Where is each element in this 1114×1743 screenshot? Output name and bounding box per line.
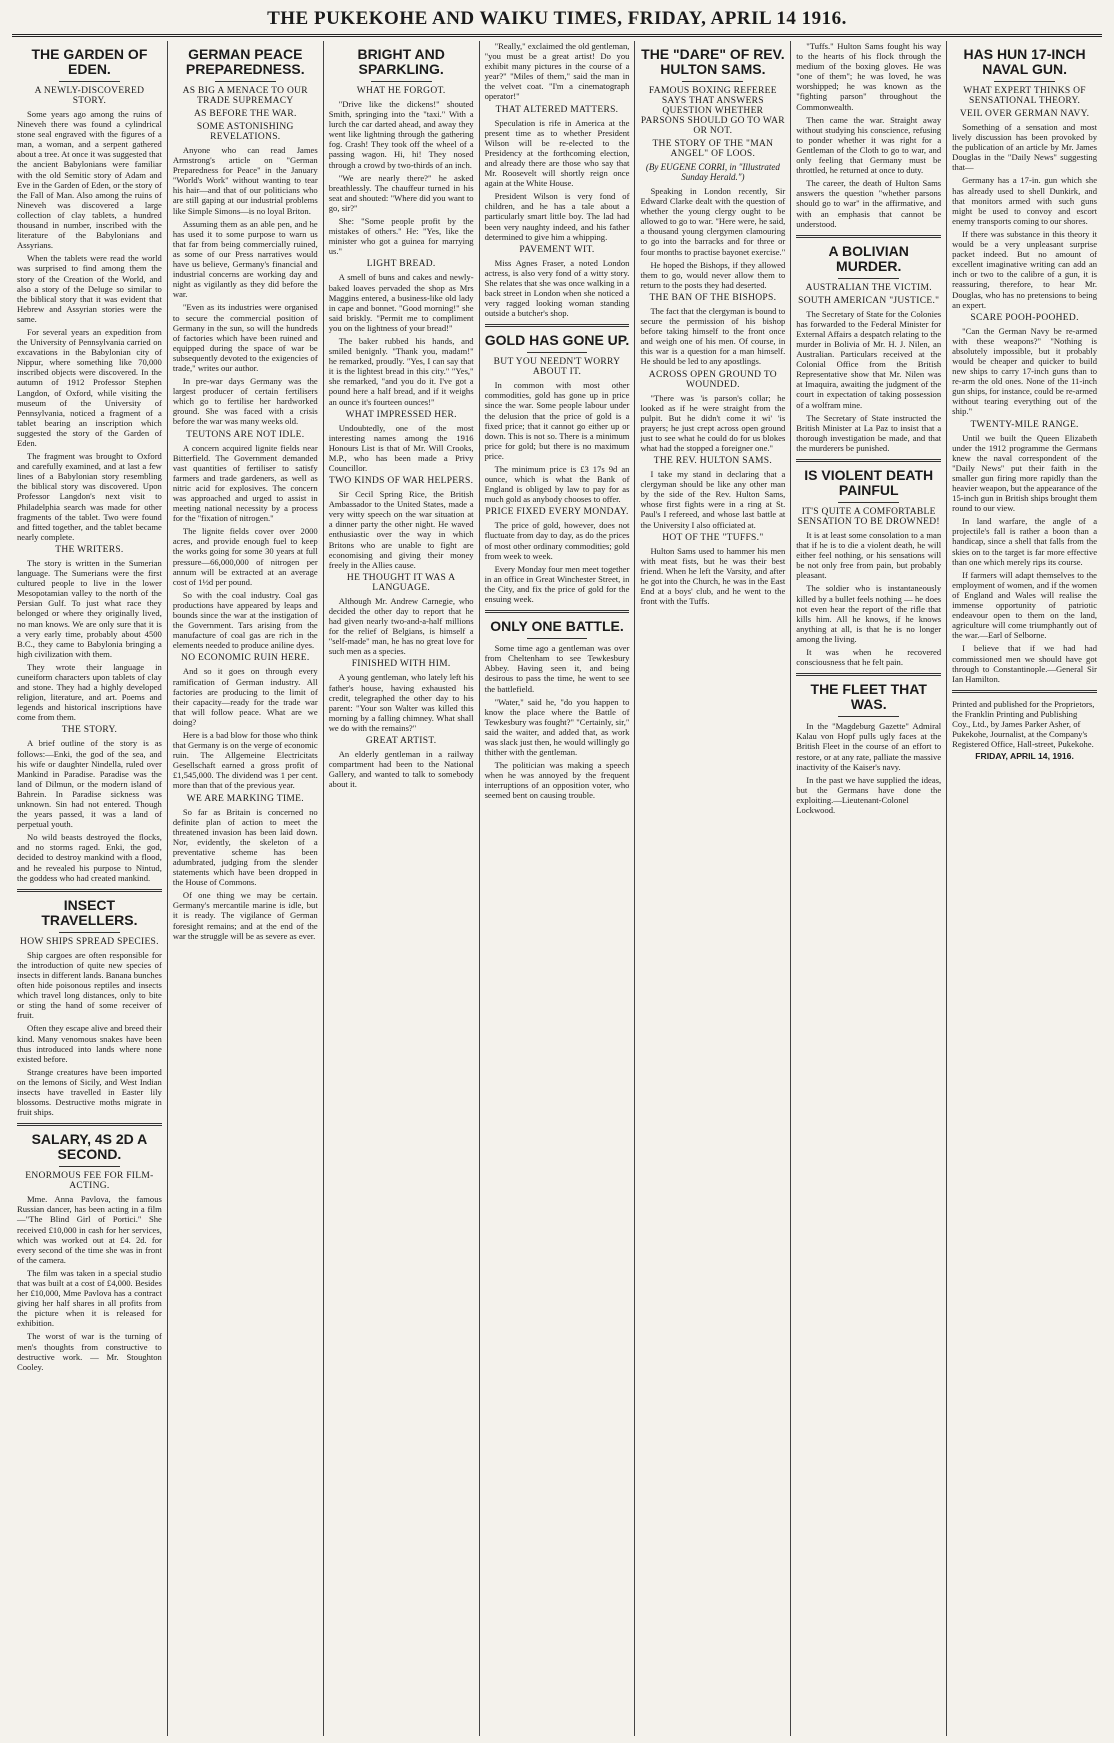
publisher-imprint xyxy=(952,699,1097,761)
body-paragraph: Ship cargoes are often responsible for the introduction of quite new species of insects in different lands. Banana bunches often hide poisonous reptiles and insects which travel long distances, only to bite or sting the hand of some receiver of fruit. xyxy=(17,949,162,1021)
body-paragraph: A brief outline of the story is as follows:—Enki, the god of the sea, and his wife or daughter Nindella, ruled over Mankind in Paradise. Paradise was the land of Dilmun, or the modern island of Bahrein. In Paradise sickness was unknown. Sin had not entered. Though the years passed, it was a land of perpetual youth. xyxy=(17,738,162,830)
article-headline: GOLD HAS GONE UP. xyxy=(484,332,630,349)
short-rule xyxy=(838,716,899,717)
sub-heading: TWENTY-MILE RANGE. xyxy=(970,419,1079,430)
body-paragraph: Although Mr. Andrew Carnegie, who decided the other day to report that he had given nearly two-and-a-half millions for the relief of Belgians, is himself a "self-made" man, he has no great love for such men as a species. xyxy=(328,595,474,657)
body-paragraph: And so it goes on through every ramification of German industry. All factories are producing to the limit of their capacity—ready for the trade war that will follow peace. What are we doing? xyxy=(172,666,318,727)
body-paragraph: "Even as its industries were organised to secure the commercial position of Germany in the sun, so will the hundreds of factories which have been ruined and equipped during the space of war be subsequently devoted to the exigencies of trade," writes our author. xyxy=(172,302,318,373)
short-rule xyxy=(59,1166,120,1167)
article-columns xyxy=(12,41,1102,1736)
body-paragraph: Here is a bad blow for those who think that Germany is on the verge of economic ruin. The Allgemeine Electricitats Gesellschaft earned a gross profit of £1,545,000. The dividend was 1 per cent. more than that of the previous year. xyxy=(172,729,318,791)
body-paragraph: The minimum price is £3 17s 9d an ounce, which is what the Bank of England is obliged by law to pay for as much gold as anybody chooses to offer. xyxy=(484,464,630,505)
sub-heading: WHAT EXPERT THINKS OF SENSATIONAL THEORY. xyxy=(963,86,1086,106)
body-paragraph: The Secretary of State instructed the British Minister at La Paz to insist that a thorough investigation be made, and that the murderers be punished. xyxy=(796,412,942,453)
sub-heading: PRICE FIXED EVERY MONDAY. xyxy=(485,507,629,518)
body-paragraph: So with the coal industry. Coal gas productions have appeared by leaps and bounds since the war at the instigation of the Government. Tars arising from the manufacture of coal gas are rich in the elements needed to produce aniline dyes. xyxy=(172,589,318,651)
body-paragraph: Undoubtedly, one of the most interesting names among the 1916 Honours List is that of Mr. Will Crooks, M.P., who has been made a Privy Councillor. xyxy=(328,422,474,473)
body-paragraph: The fact that the clergyman is bound to secure the permission of his bishop before taking himself to the front once and weigh one of his men. Of course, in this war is a question for a man himself. He should be led to any apostlings. xyxy=(640,305,786,367)
article-headline: GERMAN PEACE PREPAREDNESS. xyxy=(185,46,305,77)
body-paragraph: If there was substance in this theory it would be a very unpleasant surprise packet indeed. But no amount of excellent imaginative writing can add an inch or two to the calibre of a gun, it is reassuring, therefore, to hear Mr. Douglas, who has no pretensions to being an expert. xyxy=(952,228,1098,310)
section-divider xyxy=(952,690,1097,693)
short-rule xyxy=(994,81,1055,82)
article-headline: A BOLIVIAN MURDER. xyxy=(828,242,909,274)
body-paragraph: Assuming them as an able pen, and he has used it to some purpose to warn us that far from being commercially ruined, as some of our Press narratives would have us believe, Germany's financial and industrial concerns are working day and night as vigilantly as they did before the war. xyxy=(172,218,318,300)
body-paragraph: The soldier who is instantaneously killed by a bullet feels nothing — he does not even hear the report of the rifle that kills him. All he knows, if he knows anything at all, is that he is no longer among the living. xyxy=(796,583,942,644)
body-paragraph: A concern acquired lignite fields near Bitterfield. The Government demanded vast quantities of fertiliser to satisfy farmers and trade gardeners, as well as nitric acid for explosives. The concern was approached and urged to assist in meeting national necessity by a process for the "fixation of nitrogen." xyxy=(172,442,318,524)
short-rule xyxy=(527,638,588,639)
column-2 xyxy=(168,41,324,1736)
article-headline: ONLY ONE BATTLE. xyxy=(490,618,624,635)
sub-heading: GREAT ARTIST. xyxy=(365,735,437,746)
body-paragraph: "Really," exclaimed the old gentleman, "you must be a great artist! Do you exhibit many pictures in the course of a year?" "Miles of them," said the man in the velvet coat. "I'm a cinematograph operator!" xyxy=(484,41,630,102)
body-paragraph: The fragment was brought to Oxford and carefully examined, and at last a few lines of a Babylonian story resembling the biblical story was discovered. Upon Professor Langdon's next visit to Philadelphia search was made for other fragments of the tablet. Two were found and fitted together, and the tablet became nearly complete. xyxy=(17,451,162,542)
body-paragraph: Sir Cecil Spring Rice, the British Ambassador to the United States, made a very witty speech on the war situation at a dinner party the other night. He waved enthusiastic over the way in which Britons who are unable to fight are economising and giving their money freely in the Allies cause. xyxy=(328,489,474,570)
article-headline: BRIGHT AND SPARKLING. xyxy=(357,46,445,77)
body-paragraph: Then came the war. Straight away without studying his conscience, refusing to ponder whether it was right for a Gentleman of the Cloth to go to war, and only feeling that Germany must be throttled, he returned at once to duty. xyxy=(796,114,942,176)
body-paragraph: Germany has a 17-in. gun which she has already used to shell Dunkirk, and that monitors armed with such guns might be used to convoy and escort enemy transports coming to our shores. xyxy=(952,175,1098,226)
body-paragraph: Speculation is rife in America at the present time as to whether President Wilson will be re-elected to the Presidency at the forthcoming election, and already there are those who say that Mr. Roosevelt will shortly reign once again at the White House. xyxy=(484,117,630,189)
body-paragraph: I take my stand in declaring that a clergyman should be like any other man by the side of the Rev. Hulton Sams, whose first fights were in a ring at St. Paul's I refereed, and whose last battle at the University I also officiated at. xyxy=(640,469,786,530)
sub-heading: WHAT IMPRESSED HER. xyxy=(345,409,457,420)
body-paragraph: Hulton Sams used to hammer his men with meat fists, but he was their best friend. When he left the Varsity, and after he got into the Church, he was in the East End at a boys' club, and he went to the front with the Tuffs. xyxy=(640,545,786,607)
sub-heading: FINISHED WITH HIM. xyxy=(351,659,451,670)
body-paragraph: So far as Britain is concerned no definite plan of action to meet the threatened invasion has been laid down. Nor, evidently, the skeleton of a preventative scheme has been adumbrated, judging from the slender statements which have been dropped in the House of Commons. xyxy=(172,806,318,888)
body-paragraph: The lignite fields cover over 2000 acres, and provide enough fuel to keep the works going for some 30 years at full pressure—66,000,000 of nitrogen per annum will be extracted at an average cost of 1½d per pound. xyxy=(172,526,318,587)
body-paragraph: Some years ago among the ruins of Nineveh there was found a cylindrical stone seal engraved with the figures of a man, a woman, and a serpent gathered about a tree. At once it was suggested that the ancient Babylonians were familiar with the old Semitic story of Adam and Eve in the Garden of Eden, or the story of the Fall of Man. Also among the ruins of Nineveh was discovered a large collection of clay tablets, a hundred thousand in number, inscribed with the literature of the Babylonians and Assyrians. xyxy=(17,109,162,251)
imprint-text: Printed and published for the Proprietors, the Franklin Printing and Publishing Coy., Ltd., by James Parker Asher, of Pukekohe, Journalist, at the Company's Registered Office, Hall-street, Pukekohe. xyxy=(952,698,1095,749)
section-divider xyxy=(796,459,941,462)
body-paragraph: Speaking in London recently, Sir Edward Clarke dealt with the question of whether the young clergy ought to be allowed to go to war. "Here were, he said, a thousand young clergymen clamouring to go into the barracks and for three or four months to practise bayonet exercise." xyxy=(640,186,786,257)
sub-heading: AS BIG A MENACE TO OUR TRADE SUPREMACY xyxy=(182,86,308,106)
sub-heading: VEIL OVER GERMAN NAVY. xyxy=(959,109,1090,119)
body-paragraph: He hoped the Bishops, if they allowed them to go, would never allow them to return to the posts they had deserted. xyxy=(640,259,786,290)
short-rule xyxy=(215,81,276,82)
sub-heading: SOUTH AMERICAN "JUSTICE." xyxy=(798,295,940,306)
body-paragraph: No wild beasts destroyed the flocks, and no storms raged. Enki, the god, decided to destroy mankind with a flood, and he revealed his purpose to Nintud, the goddess who had created mankind. xyxy=(17,832,162,883)
body-paragraph: Anyone who can read James Armstrong's article on "German Preparedness for Peace" in the January "World's Work" without wanting to tear his hair—and that of our politicians who are still gaping at our industrial problems like Simple Simons—is no loyal Briton. xyxy=(172,145,318,216)
article-headline: THE GARDEN OF EDEN. xyxy=(31,46,148,77)
body-paragraph: When the tablets were read the world was surprised to find among them the story of the Creation of the World, and also a story of the Deluge so similar to the biblical story that it was evident that Hebrew and Assyrian stories were the same. xyxy=(17,253,162,324)
body-paragraph: President Wilson is very fond of children, and he has a tale about a particularly smart little boy. The lad had been very naughty indeed, and his father determined to give him a whipping. xyxy=(484,191,630,242)
sub-heading: THE WRITERS. xyxy=(55,544,124,555)
byline: (By EUGENE CORRI, in "Illustrated Sunday Herald.") xyxy=(645,162,780,182)
body-paragraph: The career, the death of Hulton Sams answers the question "whether parsons should go to war" in the affirmative, and with an emphasis that cannot be understood. xyxy=(796,178,942,229)
body-paragraph: Something of a sensation and most lively discussion has been provoked by the publication of an article by Mr. James Douglas in the "Daily News" suggesting that— xyxy=(952,122,1098,173)
body-paragraph: "Tuffs." Hulton Sams fought his way to the hearts of his flock through the medium of the boxing gloves. He was "one of them"; he was loved, he was worshipped; he was known as the "fighting parson" throughout the Commonwealth. xyxy=(796,41,942,112)
body-paragraph: It was when he recovered consciousness that he felt pain. xyxy=(796,647,942,668)
sub-heading: PAVEMENT WIT. xyxy=(519,244,595,255)
article-headline: SALARY, 4S 2D A SECOND. xyxy=(31,1131,148,1163)
sub-heading: ENORMOUS FEE FOR FILM-ACTING. xyxy=(25,1171,154,1192)
section-divider xyxy=(796,235,941,238)
sub-heading: IT'S QUITE A COMFORTABLE SENSATION TO BE DROWNED! xyxy=(797,507,940,527)
column-5 xyxy=(635,41,791,1736)
sub-heading: THE STORY OF THE "MAN ANGEL" OF LOOS. xyxy=(652,139,774,159)
sub-heading: WE ARE MARKING TIME. xyxy=(186,793,304,804)
body-paragraph: In the past we have supplied the ideas, but the Germans have done the exploiting.—Lieutenant-Colonel Lockwood. xyxy=(796,774,942,815)
body-paragraph: Of one thing we may be certain. Germany's mercantile marine is idle, but it is ready. The vigilance of German foresight remains; and at the end of the war the struggle will be as severe as ever. xyxy=(172,890,318,941)
sub-heading: HE THOUGHT IT WAS A LANGUAGE. xyxy=(346,572,456,593)
body-paragraph: They wrote their language in cuneiform characters upon tablets of clay and stone. They had a highly developed religion, literature, and art. Poems and legends and historical inscriptions have come from them. xyxy=(17,661,162,723)
sub-heading: WHAT HE FORGOT. xyxy=(356,86,446,96)
body-paragraph: In the "Magdeburg Gazette" Admiral Kalau von Hopf pulls ugly faces at the British Fleet in the course of an effort to restore, or at any rate, palliate the massive inactivity of the Kaiser's navy. xyxy=(796,721,942,772)
body-paragraph: I believe that if we had had commissioned men we should have got through to Constantinople.—General Sir Ian Hamilton. xyxy=(952,643,1098,684)
column-1 xyxy=(12,41,168,1736)
body-paragraph: In common with most other commodities, gold has gone up in price since the war. Some people labour under the delusion that the price of gold is a fixed price; that it cannot go either up or down. This is not so. There is a minimum price for gold; but there is no maximum price. xyxy=(484,380,630,461)
sub-heading: THE STORY. xyxy=(61,725,118,736)
short-rule xyxy=(59,932,120,933)
body-paragraph: Strange creatures have been imported on the lemons of Sicily, and West Indian insects have travelled in Easter lily blossoms. Destructive moths migrate in fruit ships. xyxy=(17,1066,162,1118)
body-paragraph: "Water," said he, "do you happen to know the place where the Battle of Tewkesbury was fought?" "Certainly, sir," said the waiter, and added that, as work was slack just then, he would willingly go thither with the gentleman. xyxy=(484,696,630,758)
article-headline: THE FLEET THAT WAS. xyxy=(810,681,927,713)
article-headline: THE "DARE" OF REV. HULTON SAMS. xyxy=(641,46,785,77)
body-paragraph: "Can the German Navy be re-armed with these weapons?" "Nothing is absolutely impossible, but it probably would be cheaper and quicker to build new ships to carry 17-inch guns than to re-arm the old ones. None of the 11-inch gun ships, for instance, could be re-armed without tearing everything out of the ship." xyxy=(952,325,1098,417)
body-paragraph: "We are nearly there?" he asked breathlessly. The chauffeur turned in his seat and shouted: "Where did you want to go, sir?" xyxy=(328,172,474,213)
article-headline: IS VIOLENT DEATH PAINFUL xyxy=(804,467,934,498)
section-divider xyxy=(17,1123,162,1126)
sub-heading: THE BAN OF THE BISHOPS. xyxy=(649,292,777,303)
article-headline: HAS HUN 17-INCH NAVAL GUN. xyxy=(963,46,1086,77)
section-divider xyxy=(17,889,162,892)
body-paragraph: The worst of war is the turning of men's thoughts from constructive to destructive work. — Mr. Stoughton Cooley. xyxy=(17,1331,162,1372)
body-paragraph: The film was taken in a special studio that was built at a cost of £4,000. Besides her £10,000, Mme Pavlova has a contract giving her half shares in all profits from the picture when it is released for exhibition. xyxy=(17,1267,162,1329)
sub-heading: HOT OF THE "TUFFS." xyxy=(662,532,764,543)
sub-heading: SCARE POOH-POOHED. xyxy=(970,312,1079,323)
column-4 xyxy=(480,41,636,1736)
body-paragraph: Often they escape alive and breed their kind. Many venomous snakes have been thus introduced into lands where none existed before. xyxy=(17,1023,162,1064)
sub-heading: ACROSS OPEN GROUND TO WOUNDED. xyxy=(648,369,777,390)
body-paragraph: She: "Some people profit by the mistakes of others." He: "Yes, like the minister who got a guinea for marrying us." xyxy=(328,216,474,257)
short-rule xyxy=(682,81,743,82)
sub-heading: FAMOUS BOXING REFEREE SAYS THAT ANSWERS QUESTION WHETHER PARSONS SHOULD GO TO WAR OR NOT. xyxy=(640,86,785,136)
short-rule xyxy=(838,502,899,503)
short-rule xyxy=(59,81,120,82)
sub-heading: AS BEFORE THE WAR. xyxy=(193,109,297,119)
short-rule xyxy=(527,352,588,353)
column-7 xyxy=(947,41,1102,1736)
sub-heading: NO ECONOMIC RUIN HERE. xyxy=(181,653,310,664)
body-paragraph: Until we built the Queen Elizabeth under the 1912 programme the Germans knew the naval correspondent of the "Daily News" put their faith in the smaller gun firing more rapidly than the heavier weapon, but the appearance of the 15-inch gun in British ships brought them round to our view. xyxy=(952,432,1098,514)
body-paragraph: For several years an expedition from the University of Pennsylvania carried on excavations in the Babylonian city of Nippur, where something like 70,000 inscribed objects were discovered. In the autumn of 1912 Professor Stephen Langdon, of Oxford, while visiting the museum of the University of Pennsylvania, noticed a fragment of a tablet bearing an inscription which suggested the story of the Garden of Eden. xyxy=(17,326,162,448)
body-paragraph: "Drive like the dickens!" shouted Smith, springing into the "taxi." With a lurch the car darted ahead, and away they went like lightning through the gathering fog. Crash! They took off the wheel of a passing wagon. Hi, hi! They nosed through a crowd by two-thirds of an inch. xyxy=(328,99,474,170)
body-paragraph: A smell of buns and cakes and newly-baked loaves pervaded the shop as Mrs Maggins entered, a business-like old lady in cape and bonnet. "Good morning!" she said briskly. "Permit me to compliment you on the lightness of your bread!" xyxy=(328,272,474,333)
sub-heading: A NEWLY-DISCOVERED STORY. xyxy=(34,86,145,106)
body-paragraph: The story is written in the Sumerian language. The Sumerians were the first cultured people to live in the lower Mesopotamian valley to the north of the Persian Gulf. To just what race they belonged or where they originally lived, no man knows. We are only sure that it is a very early time, probably about 4500 B.C., they came to Babylonia bringing a high civilization with them. xyxy=(17,557,162,659)
sub-heading: AUSTRALIAN THE VICTIM. xyxy=(805,282,932,293)
body-paragraph: It is at least some consolation to a man that if he is to die a violent death, he will either feel nothing, or his sensations will be not only free from pain, but probably pleasant. xyxy=(796,530,942,581)
body-paragraph: The price of gold, however, does not fluctuate from day to day, as do the prices of most other ordinary commodities; gold from week to week. xyxy=(484,520,630,561)
sub-heading: HOW SHIPS SPREAD SPECIES. xyxy=(20,936,159,947)
short-rule xyxy=(371,81,432,82)
body-paragraph: Mme. Anna Pavlova, the famous Russian dancer, has been acting in a film—"The Blind Girl of Portici." She received £10,000 in cash for her services, which was worked out at £4. 2d. for every second of the time she was in front of the camera. xyxy=(17,1194,162,1265)
body-paragraph: In pre-war days Germany was the largest producer of certain fertilisers which go to fertilise her hardworked ground. She was faced with a crisis before the war was many weeks old. xyxy=(172,376,318,427)
article-headline: INSECT TRAVELLERS. xyxy=(41,896,138,928)
body-paragraph: "There was 'is parson's collar; he looked as if he were straight from the pulpit. But he didn't come it wi' 'is prayers; he just crept across open ground just to see what he could do for us blokes what had the stopped a foreigner one." xyxy=(640,392,786,453)
sub-heading: THE REV. HULTON SAMS. xyxy=(653,456,773,467)
section-divider xyxy=(796,673,941,676)
body-paragraph: Miss Agnes Fraser, a noted London actress, is also very fond of a witty story. She relates that she was once walking in a back street in London when she noticed a very ragged looking woman standing outside a butcher's shop. xyxy=(484,257,630,319)
body-paragraph: Some time ago a gentleman was over from Cheltenham to see Tewkesbury Abbey. Having seen it, and being desirous to pass the time, he went to see the battlefield. xyxy=(484,643,630,694)
column-3 xyxy=(324,41,480,1736)
body-paragraph: An elderly gentleman in a railway compartment had been to the National Gallery, and wanted to talk to somebody about it. xyxy=(328,748,474,790)
body-paragraph: The politician was making a speech when he was annoyed by the frequent interruptions of an opposition voter, who seemed bent on causing trouble. xyxy=(484,760,630,801)
sub-heading: BUT YOU NEEDN'T WORRY ABOUT IT. xyxy=(493,357,621,378)
sub-heading: LIGHT BREAD. xyxy=(366,259,436,270)
masthead-title: THE PUKEKOHE AND WAIKU TIMES, FRIDAY, APRIL 14 1916. xyxy=(12,6,1102,37)
sub-heading: THAT ALTERED MATTERS. xyxy=(495,104,619,115)
sub-heading: TEUTONS ARE NOT IDLE. xyxy=(186,429,305,440)
body-paragraph: The Secretary of State for the Colonies has forwarded to the Federal Minister for External Affairs a despatch relating to the murder in Bolivia of Mr. H. J. Nilen, an Australian. Particulars received at the Colonial Office from the British Representative show that Mr. Nilen was at Imaquira, awaiting the judgment of the court in expectation of taking possession of a wolfram mine. xyxy=(796,308,942,410)
imprint-date: FRIDAY, APRIL 14, 1916. xyxy=(975,750,1074,761)
column-6 xyxy=(791,41,947,1736)
sub-heading: TWO KINDS OF WAR HELPERS. xyxy=(329,476,474,487)
body-paragraph: Every Monday four men meet together in an office in Great Winchester Street, in the City, and fix the price of gold for the ensuing week. xyxy=(484,563,630,605)
section-divider xyxy=(485,324,630,327)
section-divider xyxy=(485,610,630,613)
body-paragraph: If farmers will adapt themselves to the employment of women, and if the women of England and Wales will realise the immense opportunity of patriotic endeavour open to them on the land, agriculture will come triumphantly out of the war.—Earl of Selborne. xyxy=(952,569,1098,641)
body-paragraph: A young gentleman, who lately left his father's house, having exhausted his credit, telegraphed the other day to his parent: "Your son Walter was killed this morning by a falling chimney. What shall we do with the remains?" xyxy=(328,672,474,733)
short-rule xyxy=(838,278,899,279)
body-paragraph: The baker rubbed his hands, and smiled benignly. "Thank you, madam!" he remarked, proudly. "Yes, I can say that it is the lightest bread in this city." "Yes," she remarked, "and you do it. I've got a pound here a half bread, and if it weighs an ounce it's fourteen ounces!" xyxy=(328,335,474,407)
sub-heading: SOME ASTONISHING REVELATIONS. xyxy=(196,122,294,142)
body-paragraph: In land warfare, the angle of a projectile's fall is rather a boon than a handicap, since a shell that falls from the skies on to the target is far more effective than one which merely rips its course. xyxy=(952,516,1098,567)
